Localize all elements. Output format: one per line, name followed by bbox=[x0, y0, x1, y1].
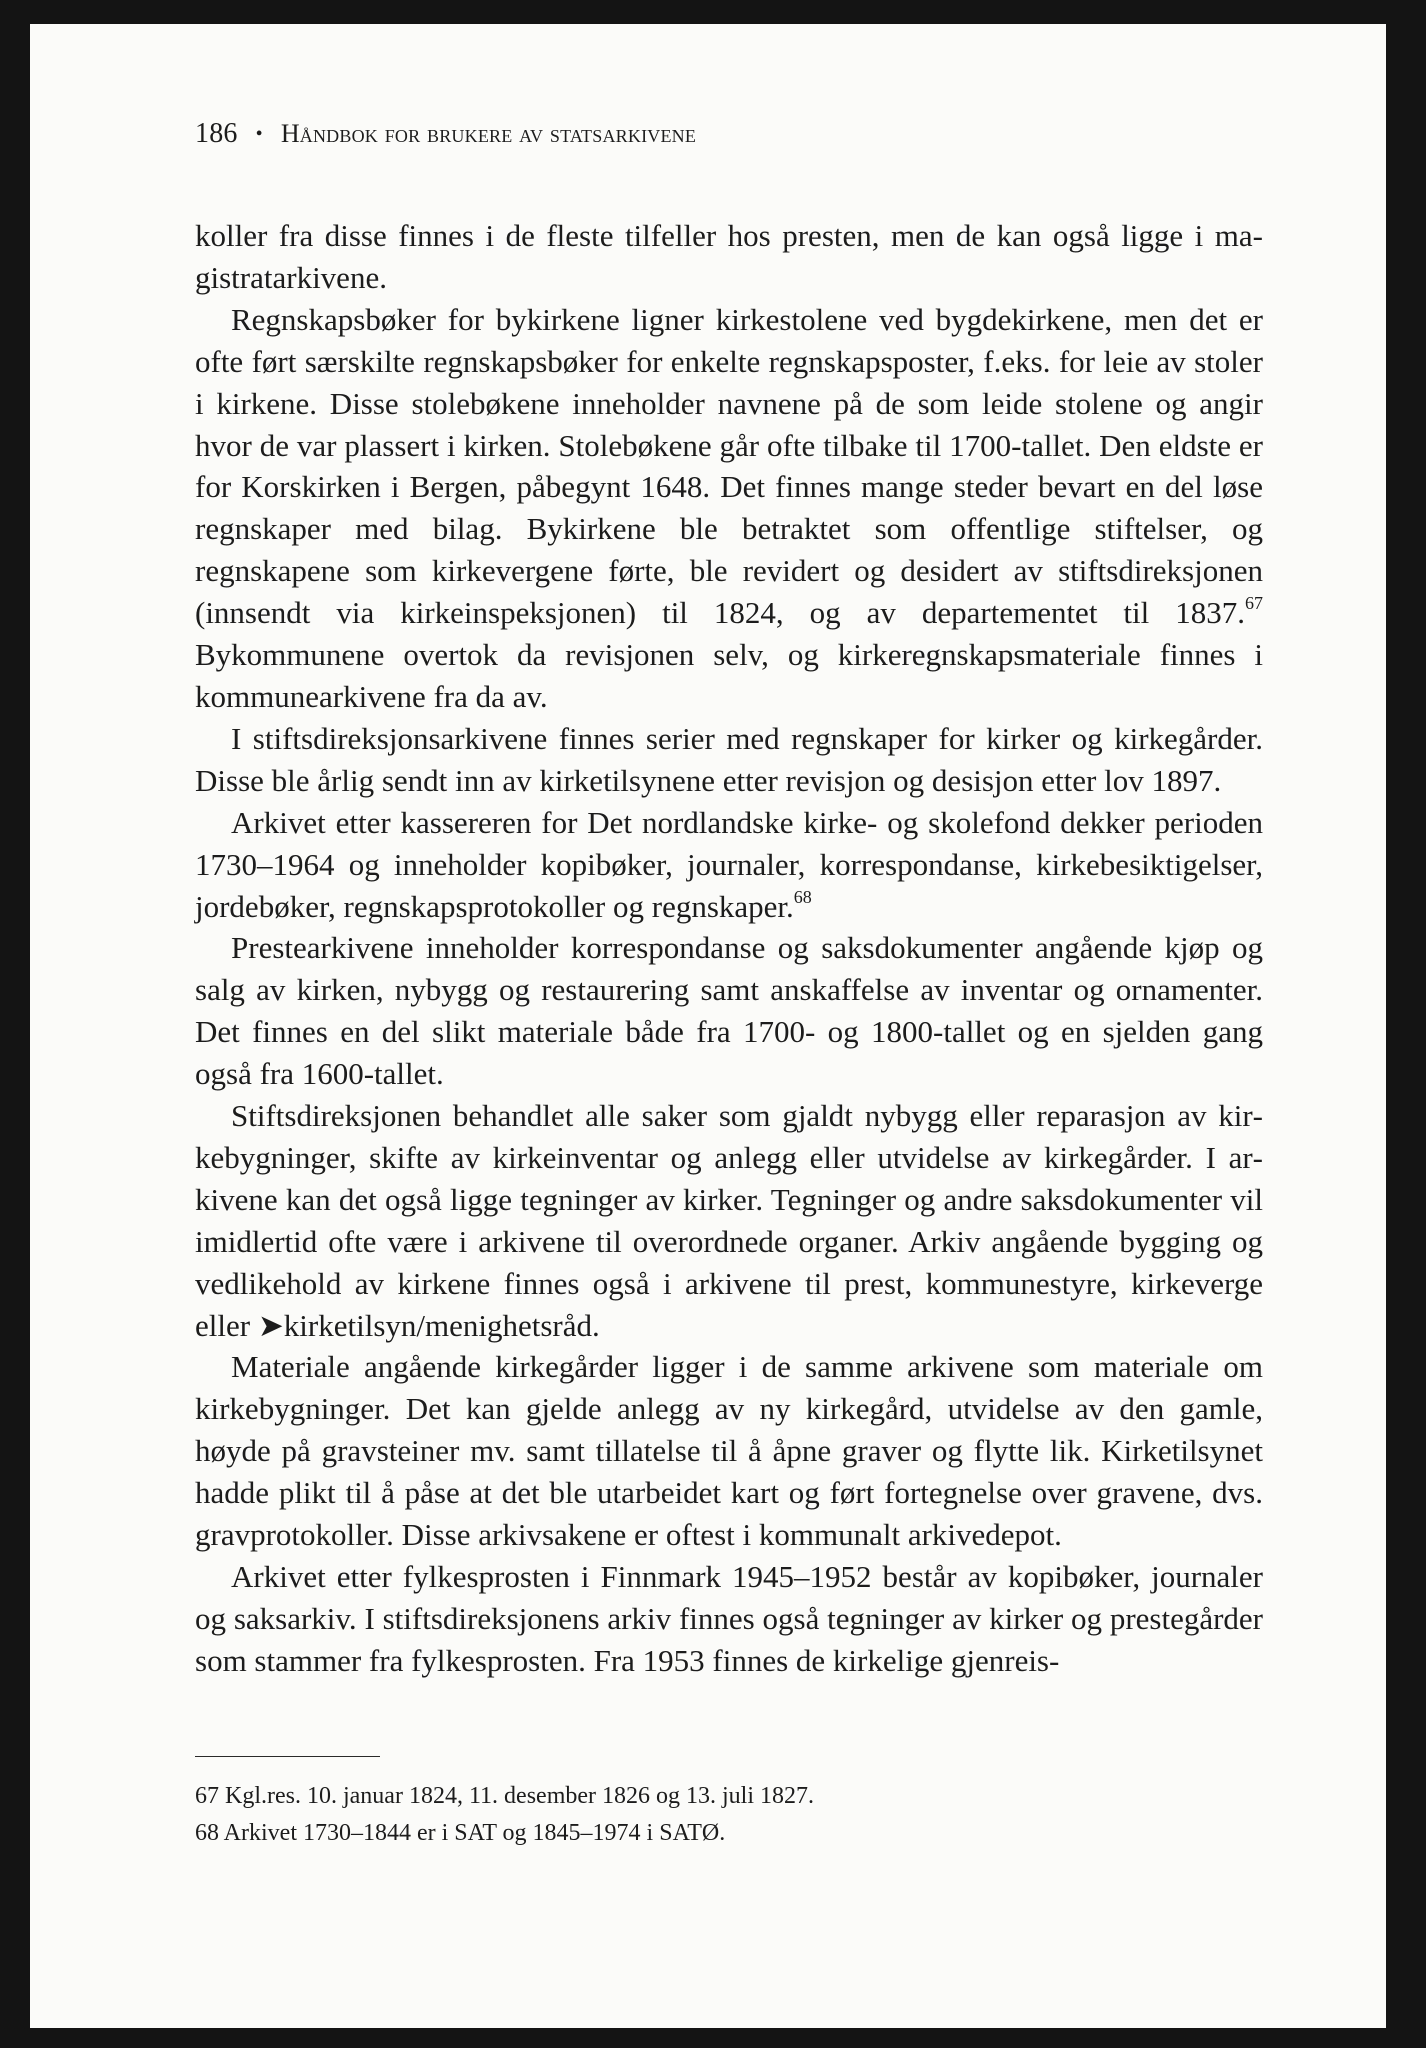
body-paragraph: Stiftsdireksjonen behandlet alle saker som gjaldt nybygg eller reparasjon av kirkebygninger, skifte av kirkeinventar og anlegg eller utvidelse av kirkegårder. I arkivene kan det også ligge tegninger av kirker. Tegninger og andre saksdokumenter vil imidlertid ofte være i arkivene til overordnede organer. Arkiv angående bygging og vedlikehold av kirkene finnes også i arkivene til prest, kommunestyre, kirkeverge eller ➤kirketilsyn/menighetsråd. bbox=[195, 1098, 1263, 1343]
body-paragraph: Arkivet etter kassereren for Det nordlandske kirke- og skolefond dekker perioden 1730–1964 og inneholder kopibøker, journaler, korrespondanse, kirkebesiktigelser, jordebøker, regnskapsprotokoller og regnskaper.$^{68}$ bbox=[195, 804, 1263, 924]
footnote-68: 68 Arkivet 1730–1844 er i SAT og 1845–1974 i SATØ. bbox=[195, 1820, 726, 1846]
body-paragraph: Arkivet etter fylkesprosten i Finnmark 1945–1952 består av kopibøker, journaler og saksarkiv. I stiftsdireksjonens arkiv finnes også tegninger av kirker og prestegårder som stammer fra fylkesprosten. Fra 1953 finnes de kirkelige gjenreis- bbox=[195, 1559, 1263, 1678]
header-title: Håndbok for brukere av statsarkivene bbox=[280, 119, 697, 148]
footnote-marker: 68 bbox=[793, 886, 812, 907]
footnote-67: 67 Kgl.res. 10. januar 1824, 11. desember 1826 og 13. juli 1827. bbox=[195, 1783, 815, 1809]
footnotes bbox=[195, 1778, 1263, 1852]
body-paragraph: I stiftsdireksjonsarkivene finnes serier med regnskaper for kirker og kirkegårder. Disse ble årlig sendt inn av kirketilsynene etter revisjon og desisjon etter lov 1897. bbox=[195, 720, 1263, 798]
footnote-rule bbox=[195, 1756, 380, 1757]
header-separator: • bbox=[255, 123, 263, 145]
page-number: 186 bbox=[195, 118, 238, 149]
body-paragraph: Regnskapsbøker for bykirkene ligner kirkestolene ved bygdekirkene, men det er ofte ført særskilte regnskapsbøker for enkelte regnskapsposter, f.eks. for leie av stoler i kirkene. Disse stolebøkene inneholder navnene på de som leide stolene og angir hvor de var plassert i kirken. Stolebøkene går ofte tilbake til 1700-tallet. Den eldste er for Korskirken i Bergen, påbegynt 1648. Det finnes mange steder bevart en del løse regnskaper med bilag. Bykirkene ble betraktet som offentlige stiftelser, og regnskapene som kirkevergene førte, ble revidert og desidert av stiftsdireksjonen (innsendt via kirkeinspeksjonen) til 1824, og av departementet til 1837.67 Bykommunene overtok da revisjonen selv, og kirkeregnskapsmateriale finnes i kommunearkivene fra da av. bbox=[195, 301, 1263, 714]
body-paragraph: Materiale angående kirkegårder ligger i de samme arkivene som materiale om kirkebygninger. Det kan gjelde anlegg av ny kirkegård, utvidelse av den gamle, høyde på gravsteiner mv. samt tillatelse til å åpne graver og flytte lik. Kirketilsynet hadde plikt til å påse at det ble utarbeidet kart og ført fortegnelse over gravene, dvs. gravprotokoller. Disse arkivsakene er oftest i kommunalt arkivedepot. bbox=[195, 1349, 1263, 1553]
running-header bbox=[195, 118, 696, 150]
body-paragraph: Prestearkivene inneholder korrespondanse og saksdokumenter angående kjøp og salg av kirken, nybygg og restaurering samt anskaffelse av inventar og ornamenter. Det finnes en del slikt materiale både fra 1700- og 1800-tallet og en sjelden gang også fra 1600-tallet. bbox=[195, 930, 1263, 1092]
body-text bbox=[195, 215, 1263, 1682]
footnote-marker: 67 bbox=[1245, 593, 1263, 614]
body-paragraph: koller fra disse finnes i de fleste tilfeller hos presten, men de kan også ligge i magistratarkivene. bbox=[195, 218, 1263, 295]
